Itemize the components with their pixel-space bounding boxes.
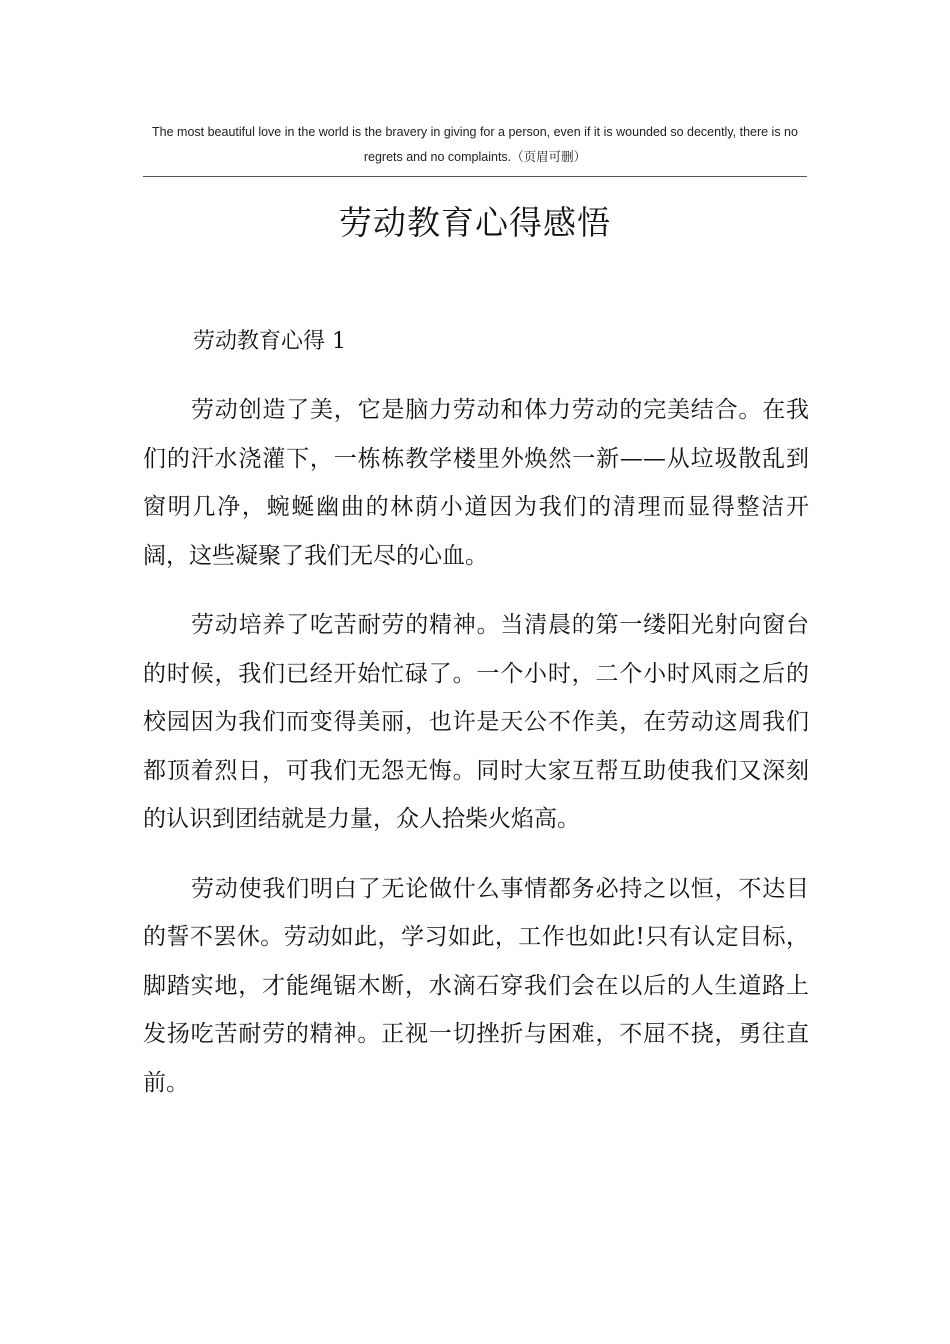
page-header: The most beautiful love in the world is the bravery in giving for a person, even if it is wounded so decently, there is no regrets and no complaints.（页眉可删） (152, 125, 798, 164)
document-title: 劳动教育心得感悟 (339, 203, 611, 242)
paragraph: 劳动培养了吃苦耐劳的精神。当清晨的第一缕阳光射向窗台的时候，我们已经开始忙碌了。一个小时，二个小时风雨之后的校园因为我们而变得美丽，也许是天公不作美，在劳动这周我们都顶着烈日，可我们无怨无悔。同时大家互帮互助使我们又深刻的认识到团结就是力量，众人拾柴火焰高。 (143, 612, 809, 832)
header-divider (143, 176, 807, 177)
body-text (143, 386, 809, 1128)
section-heading: 劳动教育心得 1 (193, 329, 346, 354)
paragraph: 劳动使我们明白了无论做什么事情都务必持之以恒，不达目的誓不罢休。劳动如此，学习如此，工作也如此!只有认定目标，脚踏实地，才能绳锯木断，水滴石穿我们会在以后的人生道路上发扬吃苦耐劳的精神。正视一切挫折与困难，不屈不挠，勇往直前。 (143, 875, 809, 1096)
paragraph: 劳动创造了美，它是脑力劳动和体力劳动的完美结合。在我们的汗水浇灌下，一栋栋教学楼里外焕然一新——从垃圾散乱到窗明几净，蜿蜒幽曲的林荫小道因为我们的清理而显得整洁开阔，这些凝聚了我们无尽的心血。 (143, 397, 809, 569)
